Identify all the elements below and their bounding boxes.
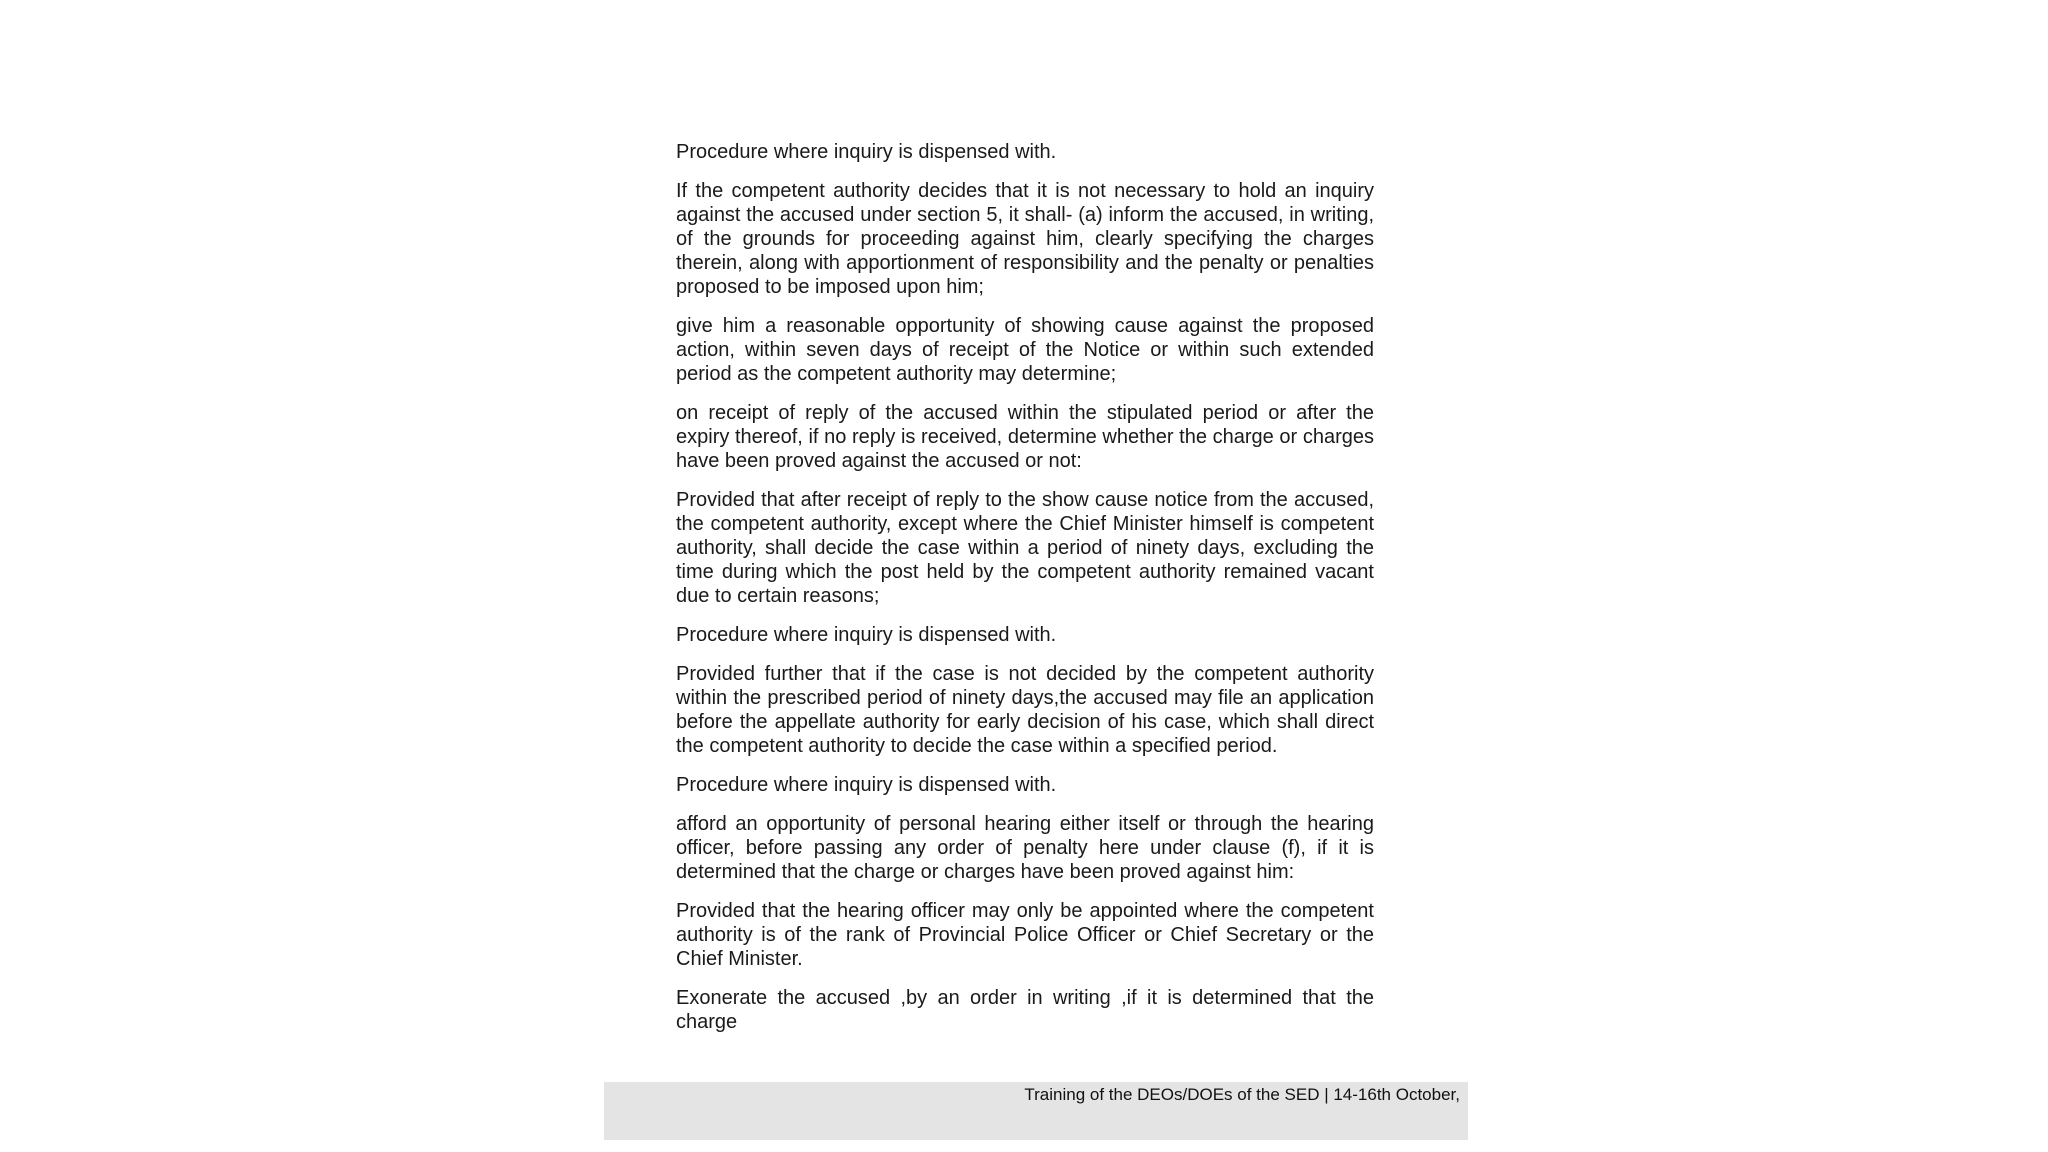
paragraph-personal-hearing: afford an opportunity of personal hearing either itself or through the hearing officer, before passing any order of penalty here under clause (f), if it is determined that the charge or charges have been proved against him: <box>676 813 1374 883</box>
footer-text: Training of the DEOs/DOEs of the SED | 14-16th October, <box>1024 1085 1460 1104</box>
paragraph-proviso-appellate: Provided further that if the case is not decided by the competent authority within the prescribed period of ninety days,the accused may file an application before the appellate authority for early decision of his case, which shall direct the competent authority to decide the case within a specified period. <box>676 663 1374 757</box>
paragraph-proviso-ninety-days: Provided that after receipt of reply to the show cause notice from the accused, the competent authority, except where the Chief Minister himself is competent authority, shall decide the case within a period of ninety days, excluding the time during which the post held by the competent authority remained vacant due to certain reasons; <box>676 489 1374 607</box>
section-heading: Procedure where inquiry is dispensed with. <box>676 141 1057 163</box>
paragraph-exonerate: Exonerate the accused ,by an order in writing ,if it is determined that the charge <box>676 987 1374 1033</box>
page-footer <box>604 1082 1468 1140</box>
paragraph-inform-accused: If the competent authority decides that it is not necessary to hold an inquiry against the accused under section 5, it shall- (a) inform the accused, in writing, of the grounds for proceeding against him, clearly specifying the charges therein, along with apportionment of responsibility and the penalty or penalties proposed to be imposed upon him; <box>676 180 1374 298</box>
section-heading: Procedure where inquiry is dispensed with. <box>676 774 1057 796</box>
paragraph-show-cause: give him a reasonable opportunity of showing cause against the proposed action, within seven days of receipt of the Notice or within such extended period as the competent authority may determine; <box>676 315 1374 385</box>
paragraph-proviso-hearing-officer: Provided that the hearing officer may only be appointed where the competent authority is of the rank of Provincial Police Officer or Chief Secretary or the Chief Minister. <box>676 900 1374 970</box>
document-body <box>676 140 1374 1049</box>
paragraph-receipt-of-reply: on receipt of reply of the accused within the stipulated period or after the expiry thereof, if no reply is received, determine whether the charge or charges have been proved against the accused or not: <box>676 402 1374 472</box>
section-heading: Procedure where inquiry is dispensed with. <box>676 624 1057 646</box>
